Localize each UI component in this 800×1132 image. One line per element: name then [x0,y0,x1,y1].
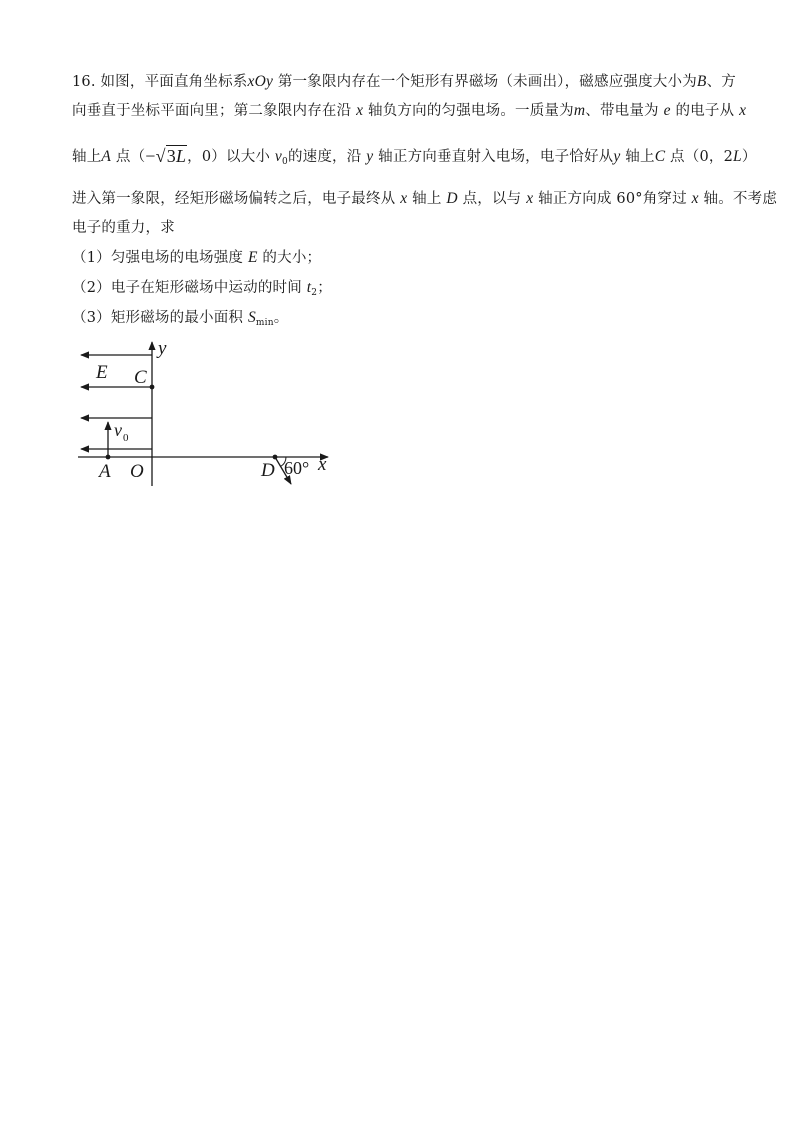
label-D: D [261,460,275,481]
problem-line-4: 进入第一象限，经矩形磁场偏转之后，电子最终从 x 轴上 D 点，以与 x 轴正方向成 60°角穿过 x 轴。不考虑 [72,190,778,207]
coordinate-diagram [72,338,342,493]
problem-number: 16. [72,74,96,90]
label-x: x [318,454,327,475]
problem-line-3: 轴上A 点（−√3L，0）以大小 $v_0$的速度，沿 y 轴正方向垂直射入电场，电子恰好从y 轴上C 点（0，2L） [72,146,757,167]
label-C: C [134,367,147,388]
label-y: y [158,338,167,359]
point-C [150,385,155,390]
label-E: E [96,362,108,383]
problem-line-2: 向垂直于坐标平面向里；第二象限内存在沿 x 轴负方向的匀强电场。一质量为m、带电量为 e 的电子从 x [72,102,747,119]
problem-line-5: 电子的重力，求 [72,220,175,236]
question-2: （2）电子在矩形磁场中运动的时间 $t_2$； [72,279,332,298]
question-3: （3）矩形磁场的最小面积 $S_{min}$。 [72,309,289,328]
label-O: O [130,461,144,482]
problem-line-1: 16. 如图，平面直角坐标系xOy 第一象限内存在一个矩形有界磁场（未画出），磁感应强度大小为B、方 [72,73,736,90]
sqrt3-L-expression: −√3L [145,146,187,166]
label-angle: 60° [284,458,310,478]
label-A: A [99,461,111,482]
label-v: v [114,420,122,440]
point-A [106,455,111,460]
label-v-sub: 0 [123,432,129,444]
question-1: （1）匀强电场的电场强度 E 的大小； [72,249,322,266]
